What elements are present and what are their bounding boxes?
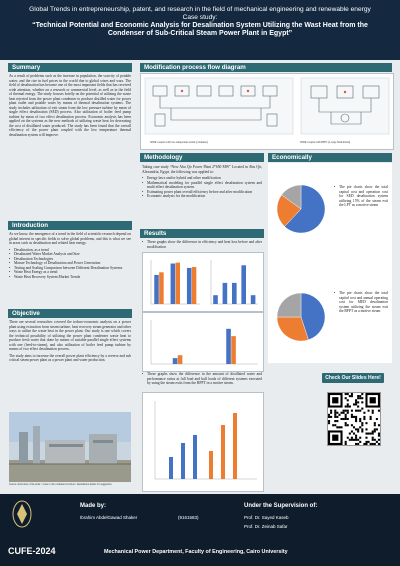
intro-bullet-list xyxy=(9,248,131,280)
chart-bar xyxy=(187,268,192,304)
methodology-block xyxy=(142,165,262,199)
objective-photo-caption: Source: Attraction of the plant / crane to the condenser location / desalination plants for suggestion xyxy=(9,483,112,486)
flow-caption-1: SPDR coupled with low-temperature steam (condenser) xyxy=(150,141,208,144)
heat-loss-chart xyxy=(205,255,261,309)
intro-block xyxy=(9,232,131,279)
supervisor-1: Prof. Dr. Sayed Kaseb xyxy=(244,515,289,520)
intro-bullet: • Desalination Technologies xyxy=(9,257,131,262)
distillate-chart xyxy=(145,315,261,369)
objective-paragraph-2: The study aims to increase the overall power plant efficiency by a reverse and sub critical steam power plant as a power plant and water production. xyxy=(9,353,131,362)
chart-bar xyxy=(178,355,183,364)
conference-name: CUFE-2024 xyxy=(8,546,56,556)
economically-heading: Economically xyxy=(268,153,392,162)
econ-bullet-1: • The pie charts show the total capital cost and operation cost for SED desalination system utilizing 15% of the steam exit the LPT as a motive steam xyxy=(334,185,388,208)
results-bullet-1: • These graphs show the difference in efficiency and heat loss before and after modification xyxy=(142,240,262,249)
pie-slice xyxy=(277,293,301,317)
economics-panel xyxy=(268,163,392,363)
university-logo xyxy=(12,500,32,528)
summary-heading: Summary xyxy=(8,63,132,72)
department-name: Mechanical Power Department, Faculty of Engineering, Cairo University xyxy=(104,549,288,555)
made-by-name: Ibrahim AbdelGawad Shaker xyxy=(80,515,138,520)
chart-bar xyxy=(231,336,236,364)
flow-diagram-panel xyxy=(140,73,394,150)
methodology-heading: Methodology xyxy=(140,153,264,162)
results-text-1 xyxy=(142,240,262,249)
econ-bullet-2: • The pie charts show the total capital cost and annual operating cost for MED desalination system utilizing the steam exit the BFPT as a motive steam xyxy=(334,291,388,314)
supervision-label: Under the Supervision of: xyxy=(244,503,318,509)
chart-bar xyxy=(173,358,178,364)
supervisor-2: Prof. Dr. Zeinab Safar xyxy=(244,524,288,529)
intro-bullet: • Waste Heat Recovery System Market Trends xyxy=(9,275,131,280)
intro-bullet: • Desalination, as a trend xyxy=(9,248,131,253)
poster-header xyxy=(0,0,400,60)
results-charts-panel-1 xyxy=(142,252,264,312)
made-by-code: (9161583) xyxy=(178,515,199,520)
chart-bar xyxy=(223,283,228,304)
results-text-2 xyxy=(142,372,262,386)
results-heading: Results xyxy=(140,229,264,238)
chart-bar xyxy=(171,264,176,304)
check-slides-button[interactable]: Check Our Slides Here! xyxy=(322,373,384,383)
chart-bar xyxy=(176,263,181,304)
introduction-heading: Introduction xyxy=(8,221,132,230)
intro-text: As we know, the emergence of a trend in the field of scientific research depend on global interest in specific fields to solve global problems, and this is what we see in areas such as desalination and related heat energy. xyxy=(9,232,131,245)
intro-bullet: • Desalinated Water Market Analysis and Size xyxy=(9,252,131,257)
footer xyxy=(0,494,400,566)
methodology-bullet: • Economic analysis for the modification xyxy=(142,194,262,199)
methodology-bullet: • Estimating power plant overall efficiency before and after modification xyxy=(142,190,262,195)
chart-bar xyxy=(192,267,197,304)
methodology-bullet: • Mathematical modeling for parallel single effect desalination system and multi effect desalination system. xyxy=(142,181,262,190)
flow-heading: Modification process flow diagram xyxy=(140,63,392,72)
header-line2: Case study: xyxy=(182,14,218,21)
intro-bullet: • Testing and Scaling Comparison between Different Desalination Systems xyxy=(9,266,131,271)
intro-bullet: • Mature Technology of Desalination and Power Generation xyxy=(9,261,131,266)
made-by-label: Made by: xyxy=(80,503,107,509)
objective-heading: Objective xyxy=(8,309,132,318)
objective-block xyxy=(9,320,131,365)
chart-bar xyxy=(213,295,218,304)
chart-bar xyxy=(154,275,159,304)
chart-bar xyxy=(241,265,246,304)
econ-text-2 xyxy=(334,291,388,314)
summary-text: As a result of problems such as the increase in population, the scarcity of potable water, and the rise in fuel prices in the world due to global crises and wars. The field of desalination has become one of the most important fields that has received wide attention, whether on a research or commercial level, as well as in the field of thermal energy. The study focuses briefly on the potential of utilizing the waste heat rejected from the power plant condenser to produce distilled water for power plant outlet and potable water by means of thermal desalination systems. The study includes utilization of exit steam from the low pressure turbine by mean of single effect desalination (SED) process. Also utilization of boiler feed pump turbine by mean of two effect desalination process. Economic analysis has been applied on the systems as the new methods of utilizing waste heat for decreasing the cost of distillated water produced. The study has been found that the overall efficiency of the power plant coupled with the low temperature thermal desalination system will improve. xyxy=(9,74,131,137)
chart-bar xyxy=(226,329,231,364)
header-line1: Global Trends in entrepreneurship, patent, and research in the field of mechanical engineering and renewable energy xyxy=(29,6,371,13)
efficiency-chart xyxy=(145,255,203,309)
sed-cost-pie xyxy=(272,173,330,245)
chart-bar xyxy=(251,295,256,304)
methodology-bullet-list xyxy=(142,176,262,199)
methodology-intro: Taking case study “New Abu Qir Power Plant 2*650 MW” Located in Abu Qir, Alexandria, Egypt, the following was applied to: xyxy=(142,165,262,174)
econ-text-1 xyxy=(334,185,388,208)
performance-ratio-chart xyxy=(145,395,261,489)
chart-bar xyxy=(159,272,164,304)
chart-bar xyxy=(232,283,237,304)
results-charts-panel-2 xyxy=(142,312,264,372)
methodology-bullet: • Energy laws and/or hybrid and other modification xyxy=(142,176,262,181)
slides-qr-code[interactable] xyxy=(327,392,381,446)
objective-paragraph-1: There are several researches covered the techno-economic analysis on a power plant using extraction from steam turbine, heat recovery steam generator and other ways to utilize the waste heat in the power plant. Our study is one which covers the technical possibility of utilizing the power plant condenser waste heat to produce fresh water that done by means of suitable parallel single effect systems with one (feed-to-steam), and also utilization of boiler feed pump turbine by means of two effect desalination process. xyxy=(9,320,131,351)
header-title: “Technical Potential and Economic Analysis for Desalination System Utilizing the Wast Heat from the Condenser of Sub-Critical Steam Power Plant in Egypt” xyxy=(32,22,368,37)
flow-caption-2: SPDR coupled with BFPT (2-stage flash/mixed) xyxy=(300,141,351,144)
flow-diagram xyxy=(141,74,393,149)
results-bullet-2: • These graphs show the difference in the amount of distillated water and performance ratios at full load and half loads of different systems executed by using the steam exits from the BFPT in a motive steam. xyxy=(142,372,262,386)
intro-bullet: • Waste Heat Energy as a trend xyxy=(9,270,131,275)
power-plant-photo xyxy=(9,412,131,482)
med-cost-pie xyxy=(272,281,330,353)
results-charts-panel-3 xyxy=(142,392,264,492)
